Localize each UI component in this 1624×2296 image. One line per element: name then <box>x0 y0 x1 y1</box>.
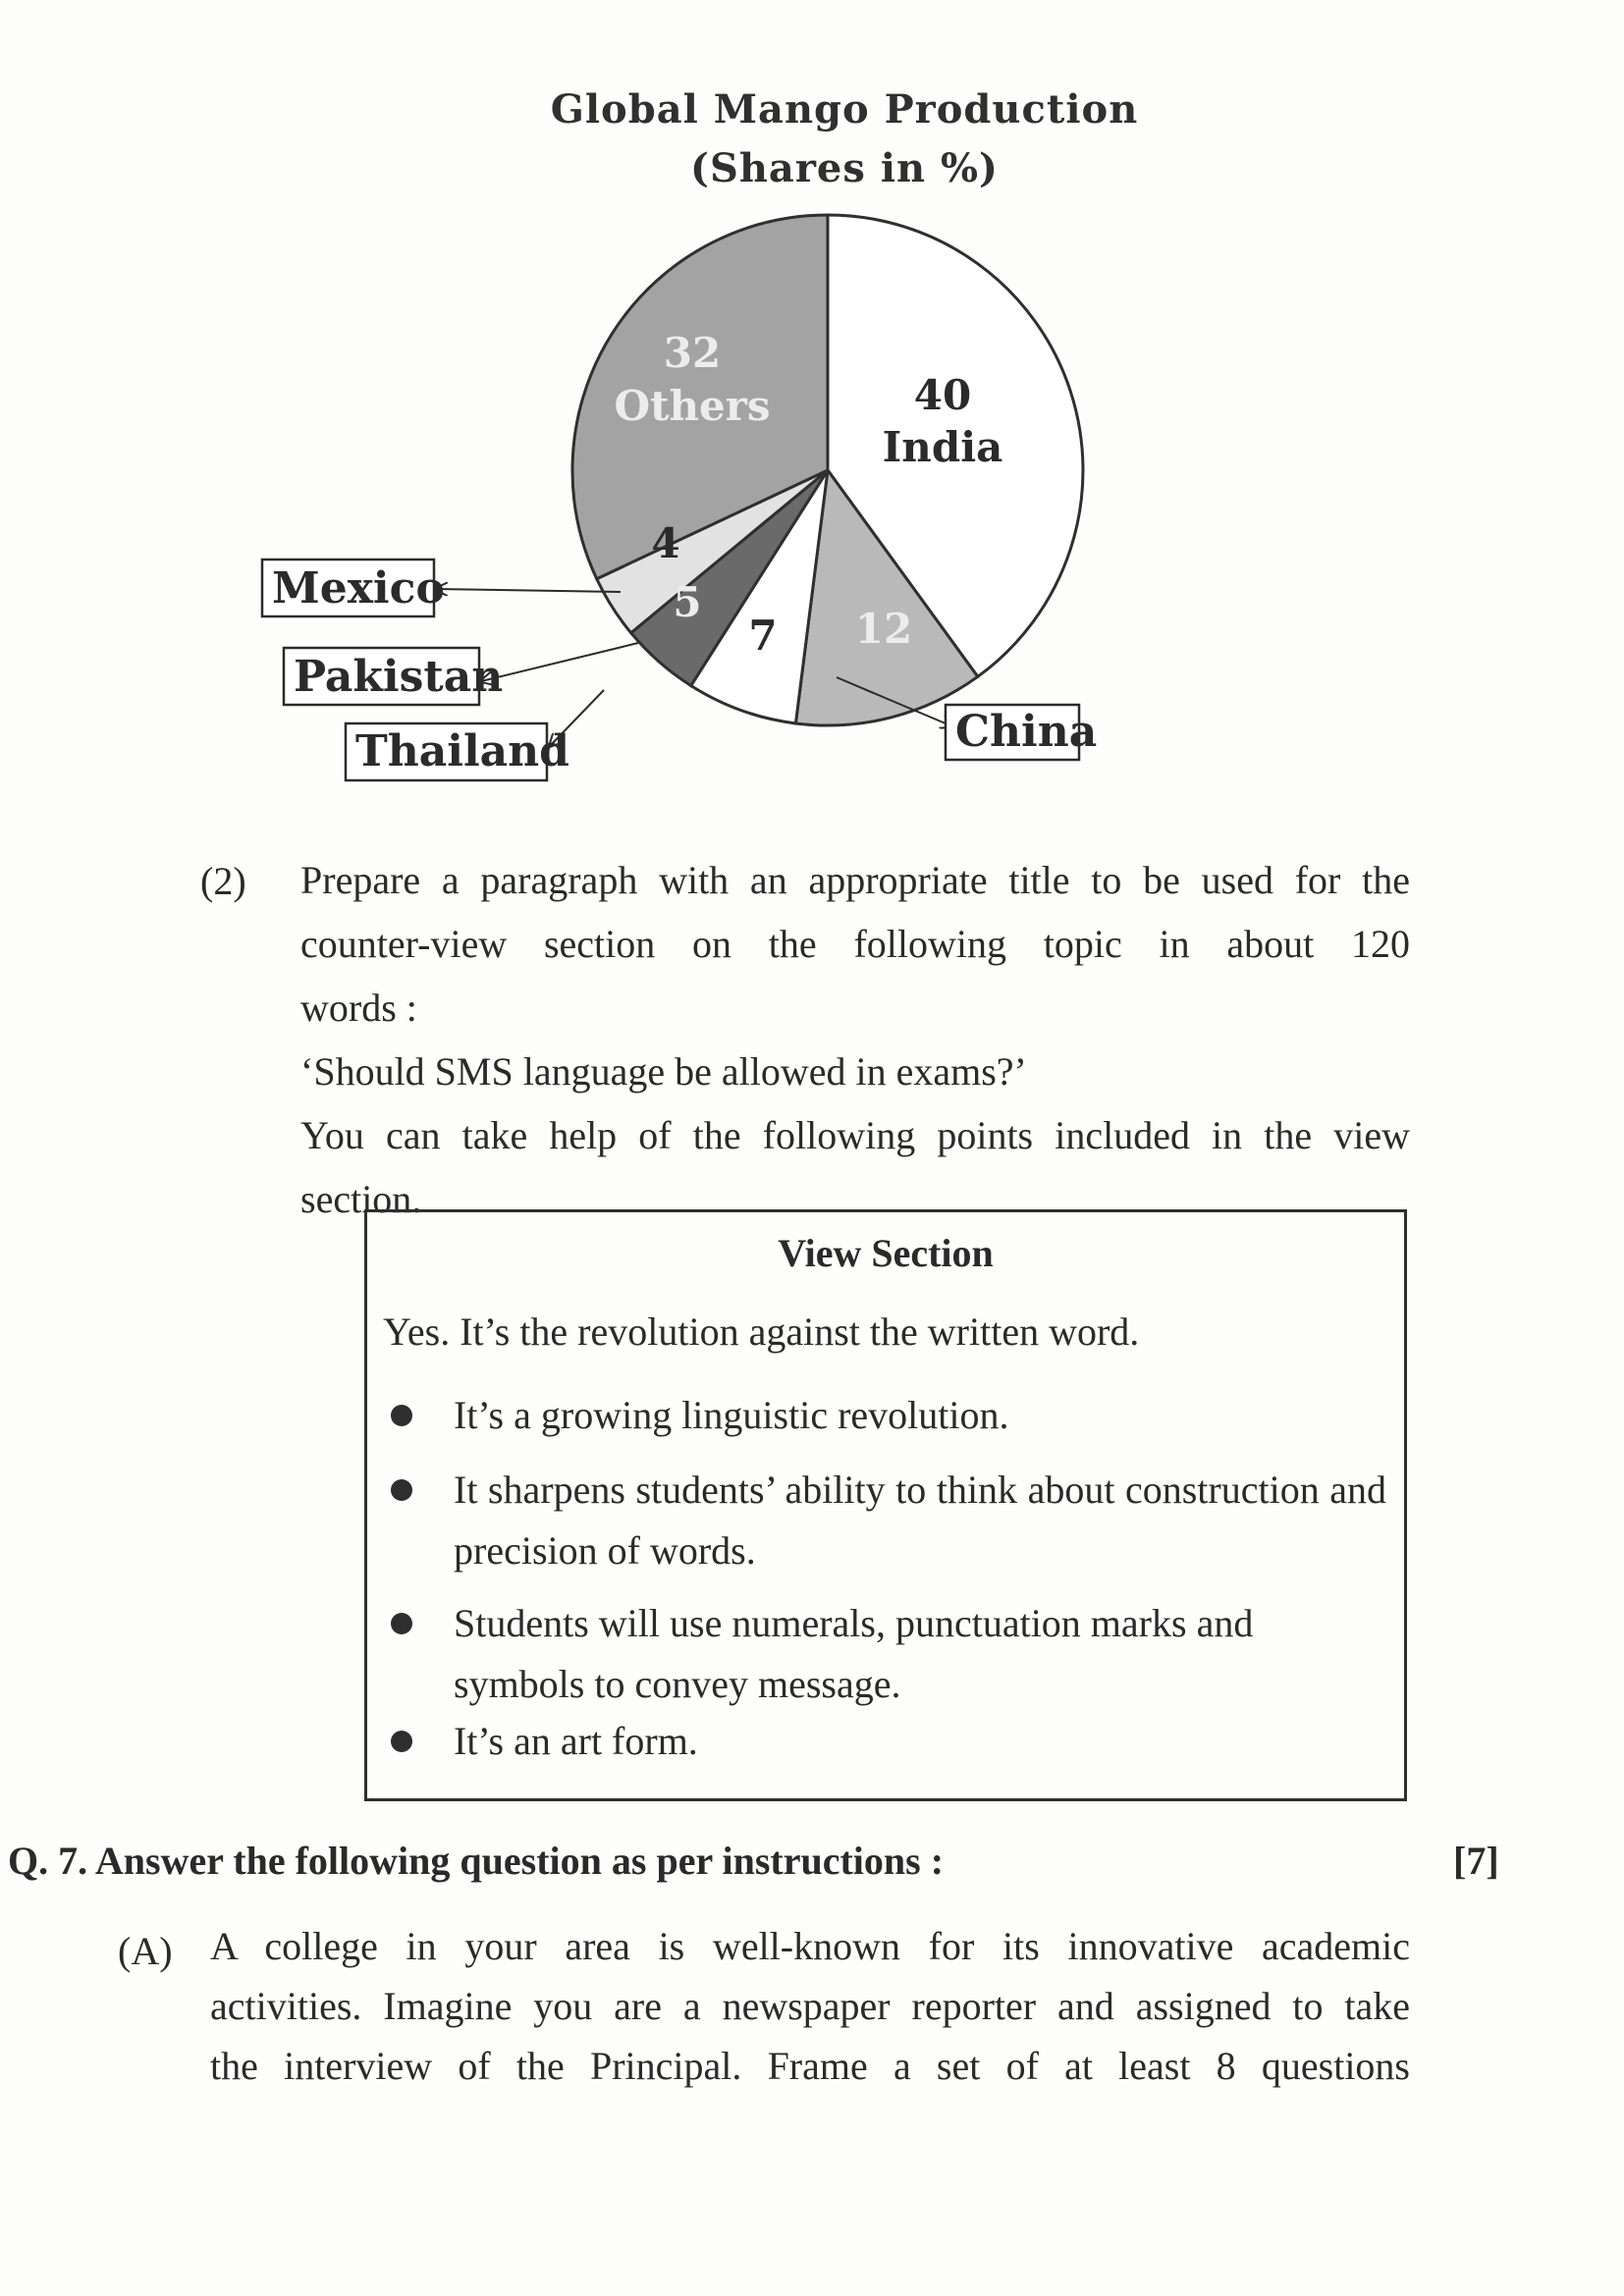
view-point-text: It’s an art form. <box>454 1719 698 1763</box>
callout-arrow <box>436 589 621 592</box>
question-2-help-line-2: section. <box>300 1177 422 1221</box>
slice-value-label: 12 <box>854 605 913 653</box>
callout-label: Pakistan <box>294 652 504 702</box>
chart-subtitle: (Shares in %) <box>690 145 999 191</box>
callout-label: Mexico <box>272 563 445 614</box>
callout-label: China <box>955 707 1098 757</box>
question-2-line-3: words : <box>300 986 417 1030</box>
bullet-icon <box>391 1613 412 1634</box>
slice-value-label: 5 <box>673 578 702 626</box>
question-7-heading: Q. 7. Answer the following question as per instructions : <box>8 1839 945 1883</box>
question-2-prompt <box>300 848 1410 1231</box>
chart-title: Global Mango Production <box>550 86 1139 133</box>
view-section-heading: View Section <box>778 1231 994 1275</box>
pie-chart <box>272 206 1110 815</box>
slice-value-label: 4 <box>651 519 680 567</box>
question-7a-text <box>210 1916 1410 2096</box>
question-7a-line-2: activities. Imagine you are a newspaper reporter and assigned to take <box>210 1984 1410 2028</box>
question-2-number: (2) <box>200 859 246 903</box>
question-7a-label: (A) <box>118 1929 173 1973</box>
view-section-intro: Yes. It’s the revolution against the written word. <box>383 1309 1140 1354</box>
slice-name-label: India <box>882 423 1003 471</box>
question-7-marks: [7] <box>1453 1839 1499 1883</box>
slice-value-label: 40 <box>913 371 972 419</box>
view-point-text: Students will use numerals, punctuation marks and symbols to convey message. <box>454 1601 1254 1706</box>
question-2-topic: ‘Should SMS language be allowed in exams?’ <box>300 1049 1027 1094</box>
bullet-icon <box>391 1405 412 1426</box>
question-7a-line-3: the interview of the Principal. Frame a set of at least 8 questions <box>210 2044 1410 2088</box>
question-2-line-1: Prepare a paragraph with an appropriate title to be used for the <box>300 858 1410 902</box>
view-point-text: It sharpens students’ ability to think about construction and precision of words. <box>454 1468 1386 1573</box>
bullet-icon <box>391 1731 412 1752</box>
bullet-icon <box>391 1479 412 1501</box>
callout-label: Thailand <box>355 726 569 776</box>
slice-value-label: 7 <box>748 612 778 660</box>
question-2-line-2: counter-view section on the following topic in about 120 <box>300 922 1410 966</box>
view-point-text: It’s a growing linguistic revolution. <box>454 1393 1009 1437</box>
view-section-box <box>364 1209 1407 1801</box>
callout-arrow <box>481 643 638 681</box>
question-2-help-line-1: You can take help of the following points included in the view <box>300 1113 1410 1157</box>
question-7a-line-1: A college in your area is well-known for its innovative academic <box>210 1924 1410 1968</box>
slice-name-label: Others <box>614 382 771 430</box>
slice-value-label: 32 <box>663 329 722 377</box>
